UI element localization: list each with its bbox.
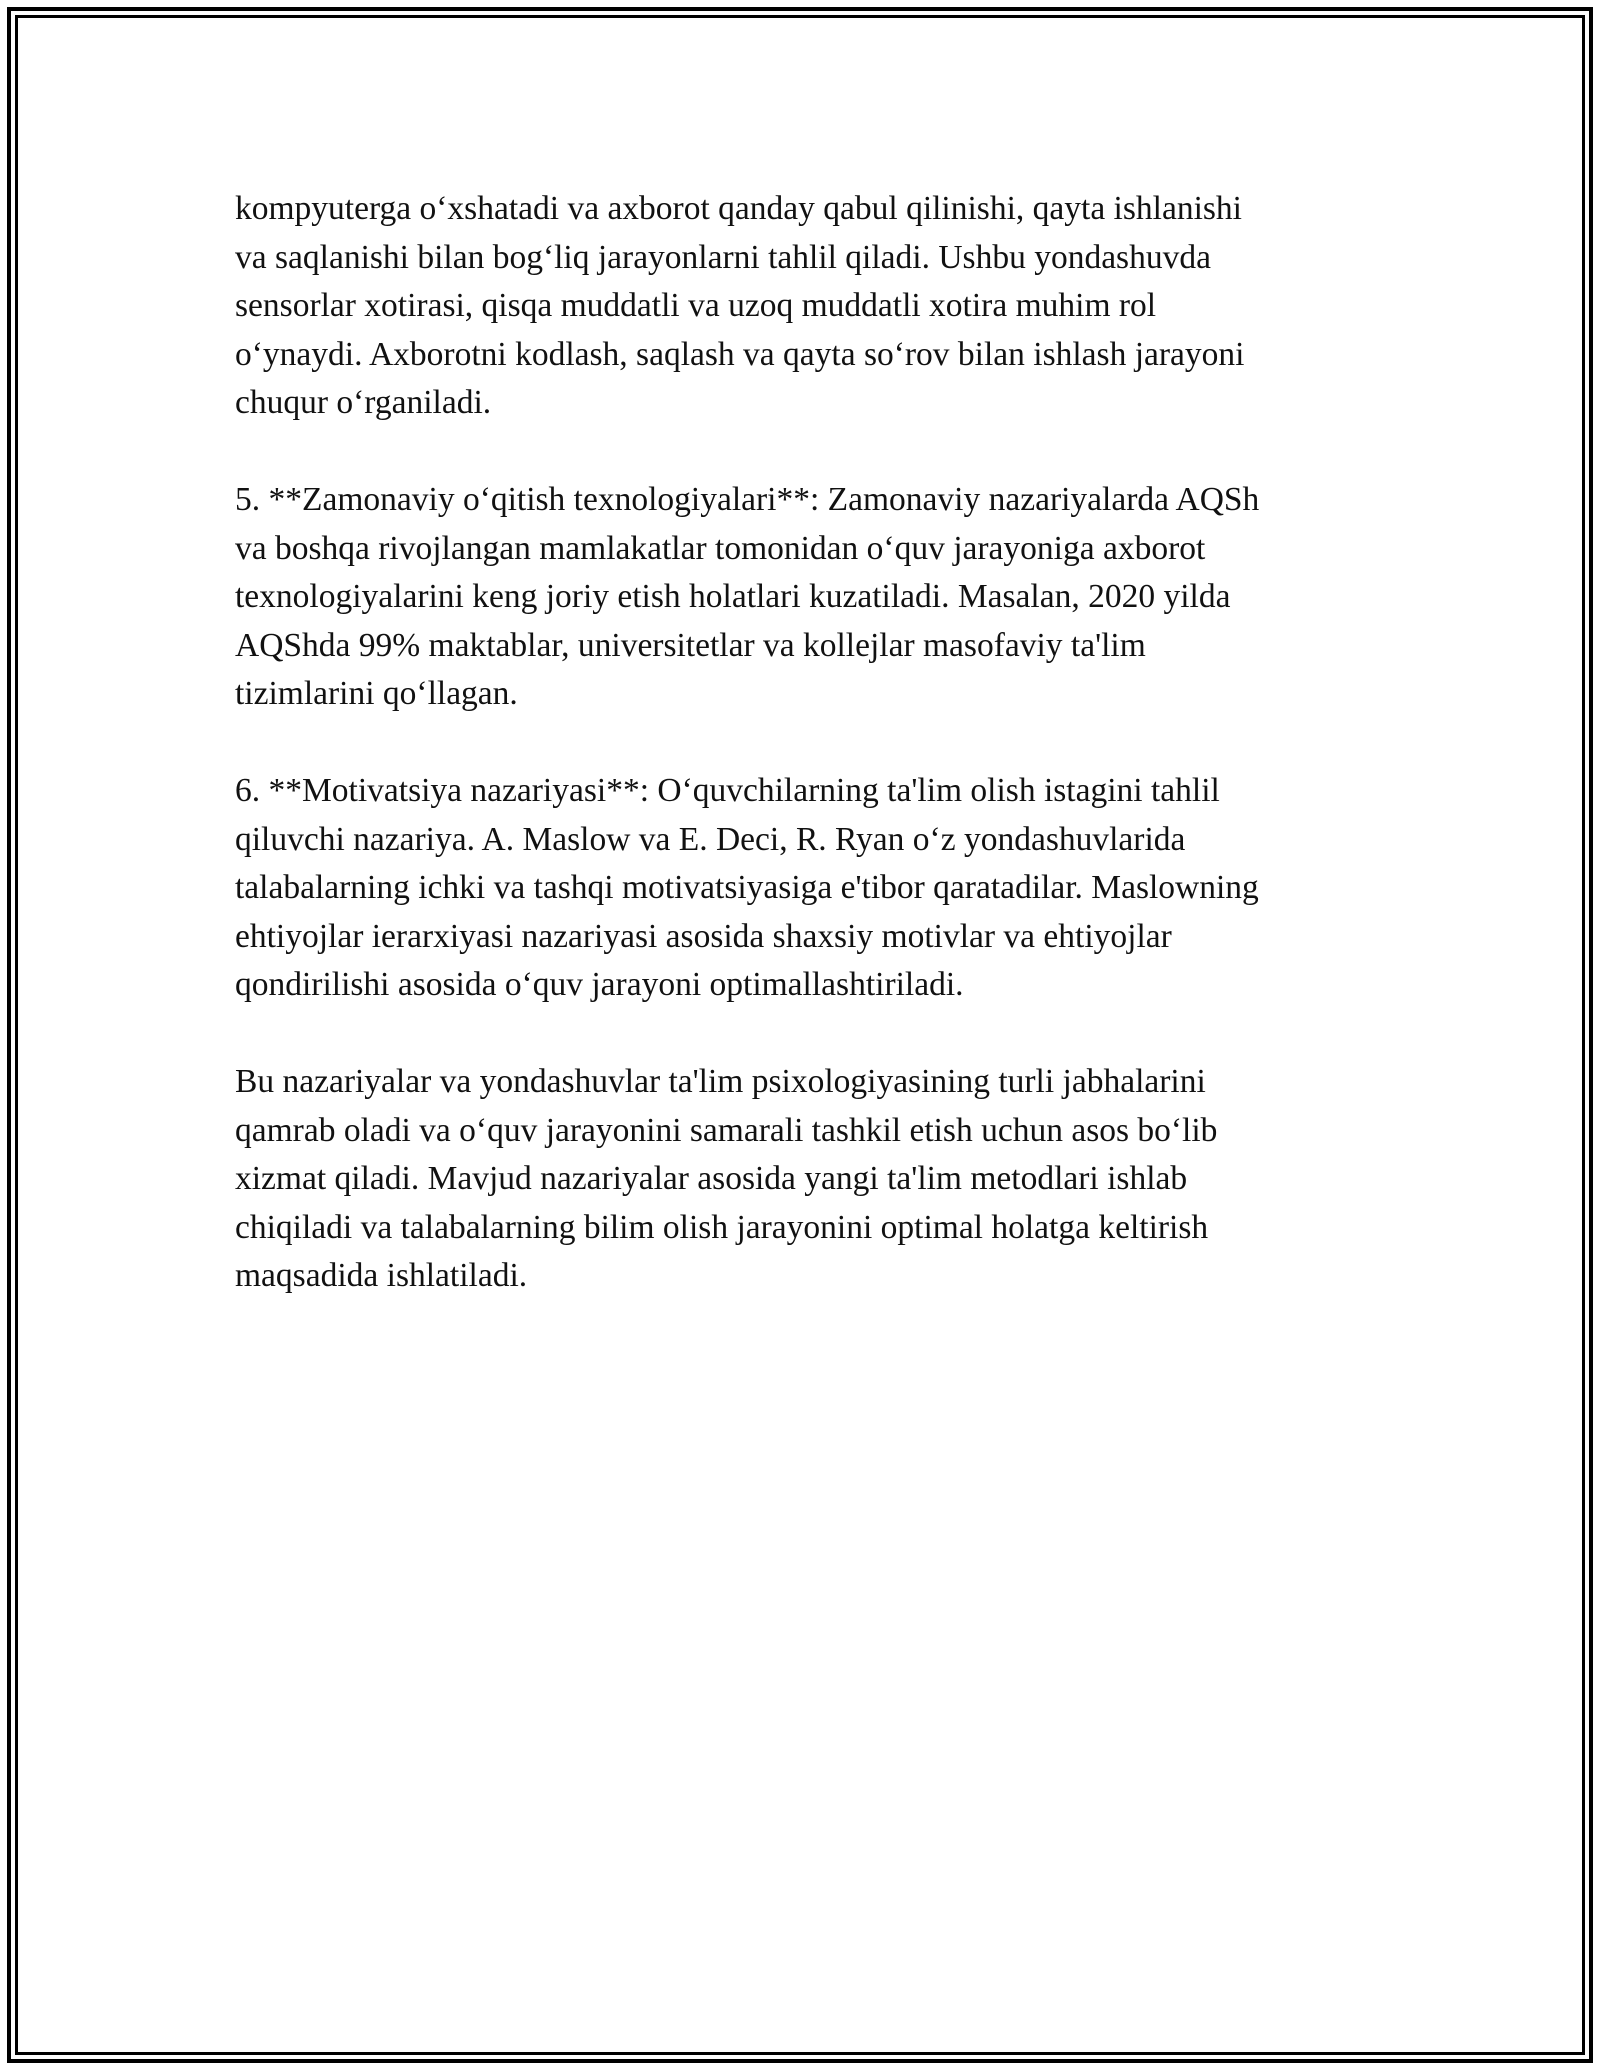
paragraph-cognitive-approach: kompyuterga oʻxshatadi va axborot qanday qabul qilinishi, qayta ishlanishi va saqlanishi bilan bogʻliq jarayonlarni tahlil qiladi. Ushbu yondashuvda sensorlar xotirasi, qisqa muddatli va uzoq muddatli xotira muhim rol oʻynaydi. Axborotni kodlash, saqlash va qayta soʻrov bilan ishlash jarayoni chuqur oʻrganiladi. <box>235 190 1245 421</box>
paragraph-conclusion: Bu nazariyalar va yondashuvlar ta'lim psixologiyasining turli jabhalarini qamrab oladi va oʻquv jarayonini samarali tashkil etish uchun asos boʻlib xizmat qiladi. Mavjud nazariyalar asosida yangi ta'lim metodlari ishlab chiqiladi va talabalarning bilim olish jarayonini optimal holatga keltirish maqsadida ishlatiladi. <box>235 1063 1218 1294</box>
paragraph-motivation-theory: 6. **Motivatsiya nazariyasi**: Oʻquvchilarning ta'lim olish istagini tahlil qiluvchi nazariya. A. Maslow va E. Deci, R. Ryan oʻz yondashuvlarida talabalarning ichki va tashqi motivatsiyasiga e'tibor qaratadilar. Maslowning ehtiyojlar ierarxiyasi nazariyasi asosida shaxsiy motivlar va ehtiyojlar qondirilishi asosida oʻquv jarayoni optimallashtiriladi. <box>235 772 1259 1003</box>
document-body <box>235 185 1375 1301</box>
paragraph-modern-teaching-technologies: 5. **Zamonaviy oʻqitish texnologiyalari**: Zamonaviy nazariyalarda AQSh va boshqa rivojlangan mamlakatlar tomonidan oʻquv jarayoniga axborot texnologiyalarini keng joriy etish holatlari kuzatiladi. Masalan, 2020 yilda AQShda 99% maktablar, universitetlar va kollejlar masofaviy ta'lim tizimlarini qoʻllagan. <box>235 481 1260 712</box>
